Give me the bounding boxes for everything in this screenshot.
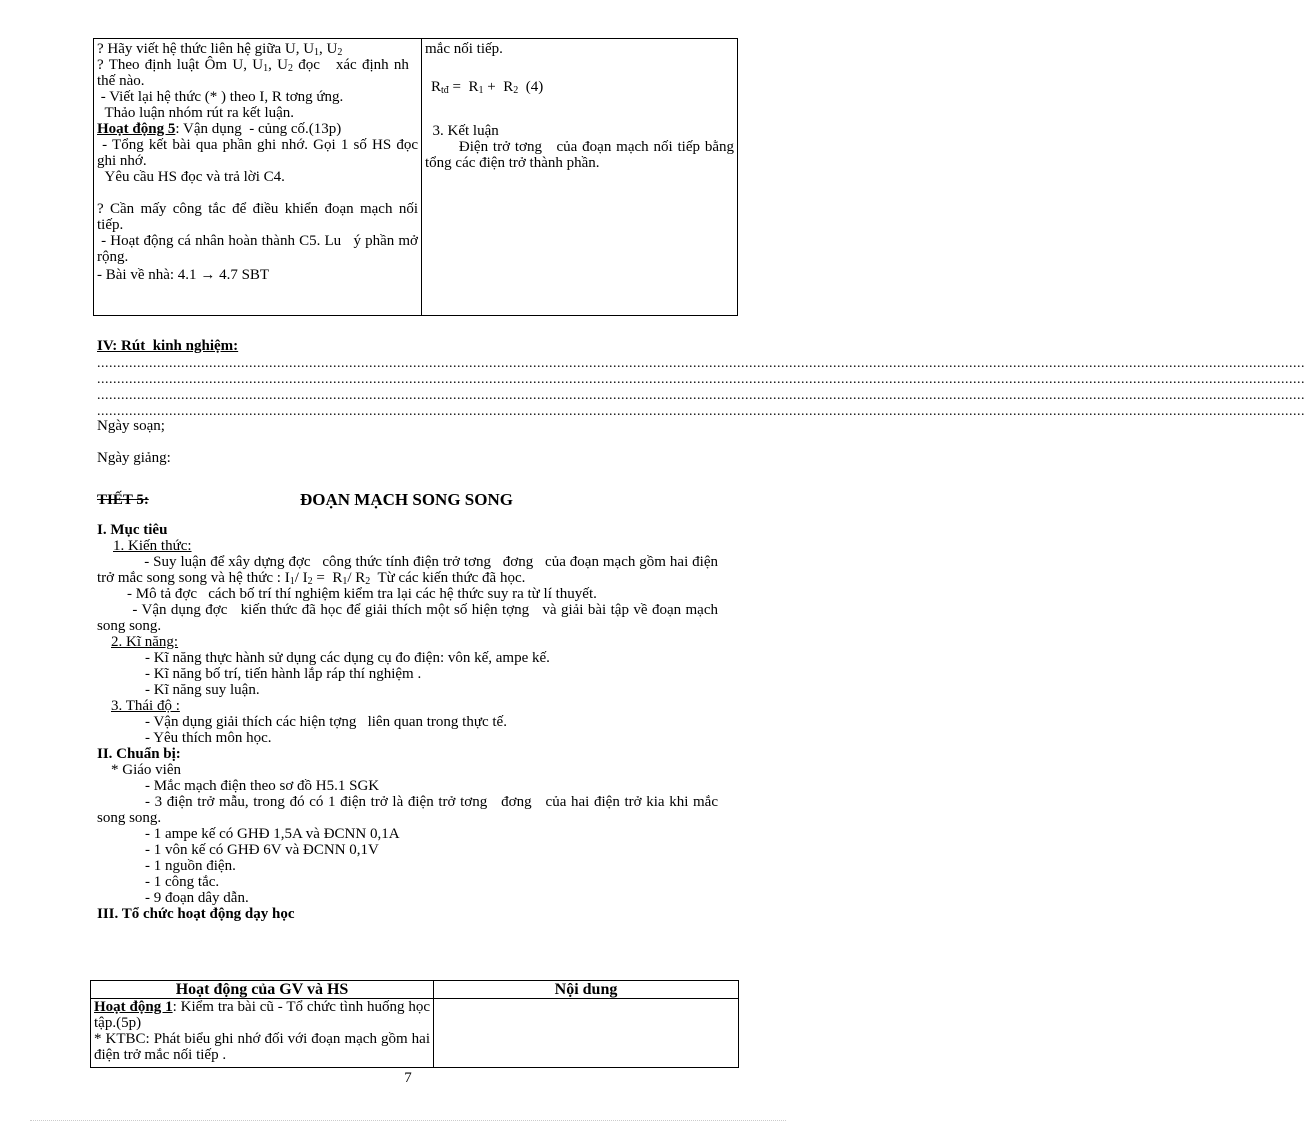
knowledge-heading: 1. Kiến thức: <box>113 538 192 554</box>
skills-item: - Kĩ năng bố trí, tiến hành lắp ráp thí nghiệm . <box>145 666 422 682</box>
top-right-cell <box>422 39 738 316</box>
preparation-heading: II. Chuẩn bị: <box>97 746 181 762</box>
text-line <box>97 121 418 137</box>
teach-date: Ngày giảng: <box>97 450 171 466</box>
activity-5-label: Hoạt động 5 <box>97 121 176 137</box>
formula-rtd: $R_{tđ} = R_1 + R_2$ (4) <box>431 79 544 96</box>
ktbc-text: * KTBC: Phát biểu ghi nhớ đối với đoạn mạch gồm hai điện trở mắc nối tiếp . <box>94 1031 434 1063</box>
review-heading: IV: Rút kinh nghiệm: <box>97 338 239 354</box>
page-bottom-rule <box>30 1120 786 1121</box>
activity-1-label: Hoạt động 1 <box>94 999 173 1015</box>
text-line: Yêu cầu HS đọc và trả lời C4. <box>97 169 285 185</box>
knowledge-item: - Suy luận để xây dựng đợc công thức tính điện trở tơng đơng của đoạn mạch gồm hai điện trở mắc song song và hệ thức : $I_1/$ $I_2 = R_1/$ $R_2$ Từ các kiến thức đã học. <box>97 554 722 587</box>
text-line: 3. Kết luận <box>425 123 499 139</box>
col-header-activities: Hoạt động của GV và HS <box>91 981 434 999</box>
skills-item: - Kĩ năng suy luận. <box>145 682 260 698</box>
activity-1-cell <box>91 999 434 1068</box>
activity-5-text: : Vận dụng - củng cố.(13p) <box>175 121 342 137</box>
text-line: - Hoạt động cá nhân hoàn thành C5. Lu ý phần mở rộng. <box>97 233 422 265</box>
prep-item: - 1 nguồn điện. <box>145 858 236 874</box>
dotted-line: .............................................................................................................................................................................................................................................................................................................. <box>97 372 1305 387</box>
review-section <box>97 338 1305 466</box>
arrow-icon: → <box>200 267 216 283</box>
text-line: - Bài về nhà: 4.1 → 4.7 SBT <box>97 267 270 283</box>
spacer <box>425 95 734 111</box>
dotted-line: .............................................................................................................................................................................................................................................................................................................. <box>97 404 1305 419</box>
attitude-item: - Vận dụng giải thích các hiện tợng liên quan trong thực tế. <box>145 714 507 730</box>
page-number: 7 <box>404 1070 412 1086</box>
attitude-item: - Yêu thích môn học. <box>145 730 272 746</box>
dotted-line: .............................................................................................................................................................................................................................................................................................................. <box>97 356 1305 371</box>
text-line: - Tổng kết bài qua phần ghi nhớ. Gọi 1 số HS đọc ghi nhớ. <box>97 137 422 169</box>
attitude-heading: 3. Thái độ : <box>111 698 180 714</box>
lesson-label: TIẾT 5: <box>97 492 149 508</box>
prep-item: - 3 điện trở mẫu, trong đó có 1 điện trở là điện trở tơng đơng của hai điện trở kia khi mắc song song. <box>97 794 722 826</box>
objectives-heading: I. Mục tiêu <box>97 522 168 538</box>
skills-heading: 2. Kĩ năng: <box>111 634 179 650</box>
text-line: mắc nối tiếp. <box>425 41 503 57</box>
prep-item: - 9 đoạn dây dẫn. <box>145 890 249 906</box>
teacher-label: * Giáo viên <box>111 762 181 778</box>
skills-item: - Kĩ năng thực hành sử dụng các dụng cụ đo điện: vôn kế, ampe kế. <box>145 650 550 666</box>
prep-item: - 1 ampe kế có GHĐ 1,5A và ĐCNN 0,1A <box>145 826 400 842</box>
activity-1-text: : Kiểm tra bài cũ - Tổ chức tình huống học tập.(5p) <box>94 999 434 1031</box>
text-line: Thảo luận nhóm rút ra kết luận. <box>97 105 295 121</box>
prep-date: Ngày soạn; <box>97 418 165 434</box>
text-line: Điện trở tơng của đoạn mạch nối tiếp bằng tổng các điện trở thành phần. <box>425 139 738 171</box>
objectives-section <box>97 522 722 922</box>
knowledge-item: - Vận dụng đợc kiến thức đã học để giải thích một số hiện tợng và giải bài tập về đoạn mạch song song. <box>97 602 722 634</box>
organization-heading: III. Tổ chức hoạt động dạy học <box>97 906 295 922</box>
spacer <box>425 57 734 73</box>
top-left-cell <box>94 39 422 316</box>
prep-item: - 1 vôn kế có GHĐ 6V và ĐCNN 0,1V <box>145 842 379 858</box>
prep-item: - Mắc mạch điện theo sơ đồ H5.1 SGK <box>145 778 380 794</box>
text-line: - Viết lại hệ thức (* ) theo I, R tơng ứng. <box>97 89 344 105</box>
spacer <box>97 185 418 201</box>
lesson-title: ĐOẠN MẠCH SONG SONG <box>300 490 513 509</box>
dotted-line: .............................................................................................................................................................................................................................................................................................................. <box>97 388 1305 403</box>
text-line: ? Hãy viết hệ thức liên hệ giữa U, $U_1$, $U_2$ <box>97 41 343 58</box>
content-cell <box>434 999 739 1068</box>
text-line: ? Theo định luật Ôm U, $U_1$, $U_2$ đọc xác định nh thế nào. <box>97 57 422 89</box>
top-activity-table <box>93 38 738 316</box>
text-line <box>94 999 434 1031</box>
text-line: ? Cần mấy công tắc để điều khiển đoạn mạch nối tiếp. <box>97 201 422 233</box>
knowledge-item: - Mô tả đợc cách bố trí thí nghiệm kiểm tra lại các hệ thức suy ra từ lí thuyết. <box>97 586 597 602</box>
organization-table <box>90 980 739 1068</box>
col-header-content: Nội dung <box>434 981 739 999</box>
prep-item: - 1 công tắc. <box>145 874 220 890</box>
